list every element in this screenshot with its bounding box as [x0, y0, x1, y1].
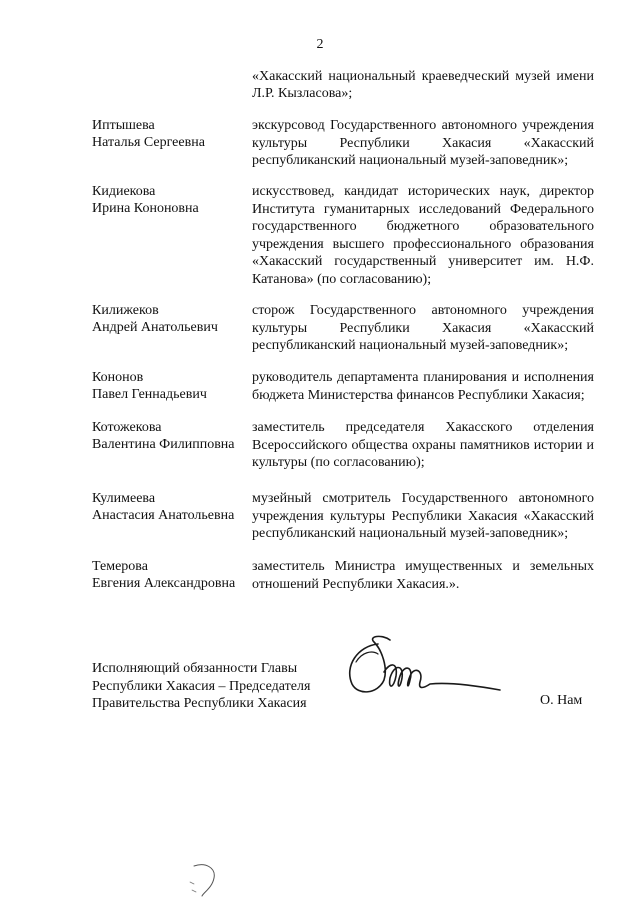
- member-name: [92, 369, 247, 403]
- member-surname: Килижеков: [92, 303, 159, 318]
- member-name: [92, 558, 247, 592]
- member-surname: Темерова: [92, 559, 148, 574]
- member-role: музейный смотритель Государственного автономного учреждения культуры Республики Хакасия «Хакасский республиканский национальный музей-заповедник»;: [252, 491, 594, 541]
- member-given-names: Андрей Анатольевич: [92, 320, 218, 335]
- member-name: [92, 419, 247, 453]
- member-given-names: Ирина Кононовна: [92, 201, 199, 216]
- signatory-line: Исполняющий обязанности Главы: [92, 661, 298, 676]
- handwritten-signature: [338, 632, 508, 712]
- member-given-names: Валентина Филипповна: [92, 437, 235, 452]
- member-name: [92, 183, 247, 217]
- member-role: экскурсовод Государственного автономного учреждения культуры Республики Хакасия «Хакасский республиканский национальный музей-заповедник»;: [252, 118, 594, 168]
- member-name: [92, 490, 247, 524]
- signer-name: О. Нам: [540, 693, 583, 708]
- member-given-names: Анастасия Анатольевна: [92, 508, 235, 523]
- member-role: руководитель департамента планирования и исполнения бюджета Министерства финансов Республики Хакасия;: [252, 370, 594, 403]
- member-surname: Кононов: [92, 370, 144, 385]
- signatory-line: Правительства Республики Хакасия: [92, 696, 307, 711]
- member-role: сторож Государственного автономного учреждения культуры Республики Хакасия «Хакасский республиканский национальный музей-заповедник»;: [252, 303, 594, 353]
- member-role: искусствовед, кандидат исторических наук, директор Института гуманитарных исследований Федерального государственного бюджетного образовательного учреждения высшего профессионального образования «Хакасский государственный университет им. Н.Ф. Катанова» (по согласованию);: [252, 184, 594, 287]
- member-given-names: Евгения Александровна: [92, 576, 236, 591]
- member-given-names: Наталья Сергеевна: [92, 135, 205, 150]
- member-surname: Иптышева: [92, 118, 155, 133]
- member-surname: Кулимеева: [92, 491, 156, 506]
- member-name: [92, 302, 247, 336]
- page-number: 2: [316, 37, 324, 52]
- member-role: заместитель председателя Хакасского отделения Всероссийского общества охраны памятников истории и культуры (по согласованию);: [252, 420, 594, 470]
- member-given-names: Павел Геннадьевич: [92, 387, 207, 402]
- intro-text: «Хакасский национальный краеведческий музей имени Л.Р. Кызласова»;: [252, 69, 594, 101]
- scan-mark-icon: [186, 860, 226, 900]
- member-role: заместитель Министра имущественных и земельных отношений Республики Хакасия.».: [252, 559, 594, 592]
- signatory-line: Республики Хакасия – Председателя: [92, 678, 311, 694]
- member-name: [92, 117, 247, 151]
- member-surname: Котожекова: [92, 420, 162, 435]
- signatory-title: [92, 660, 322, 713]
- member-surname: Кидиекова: [92, 184, 156, 199]
